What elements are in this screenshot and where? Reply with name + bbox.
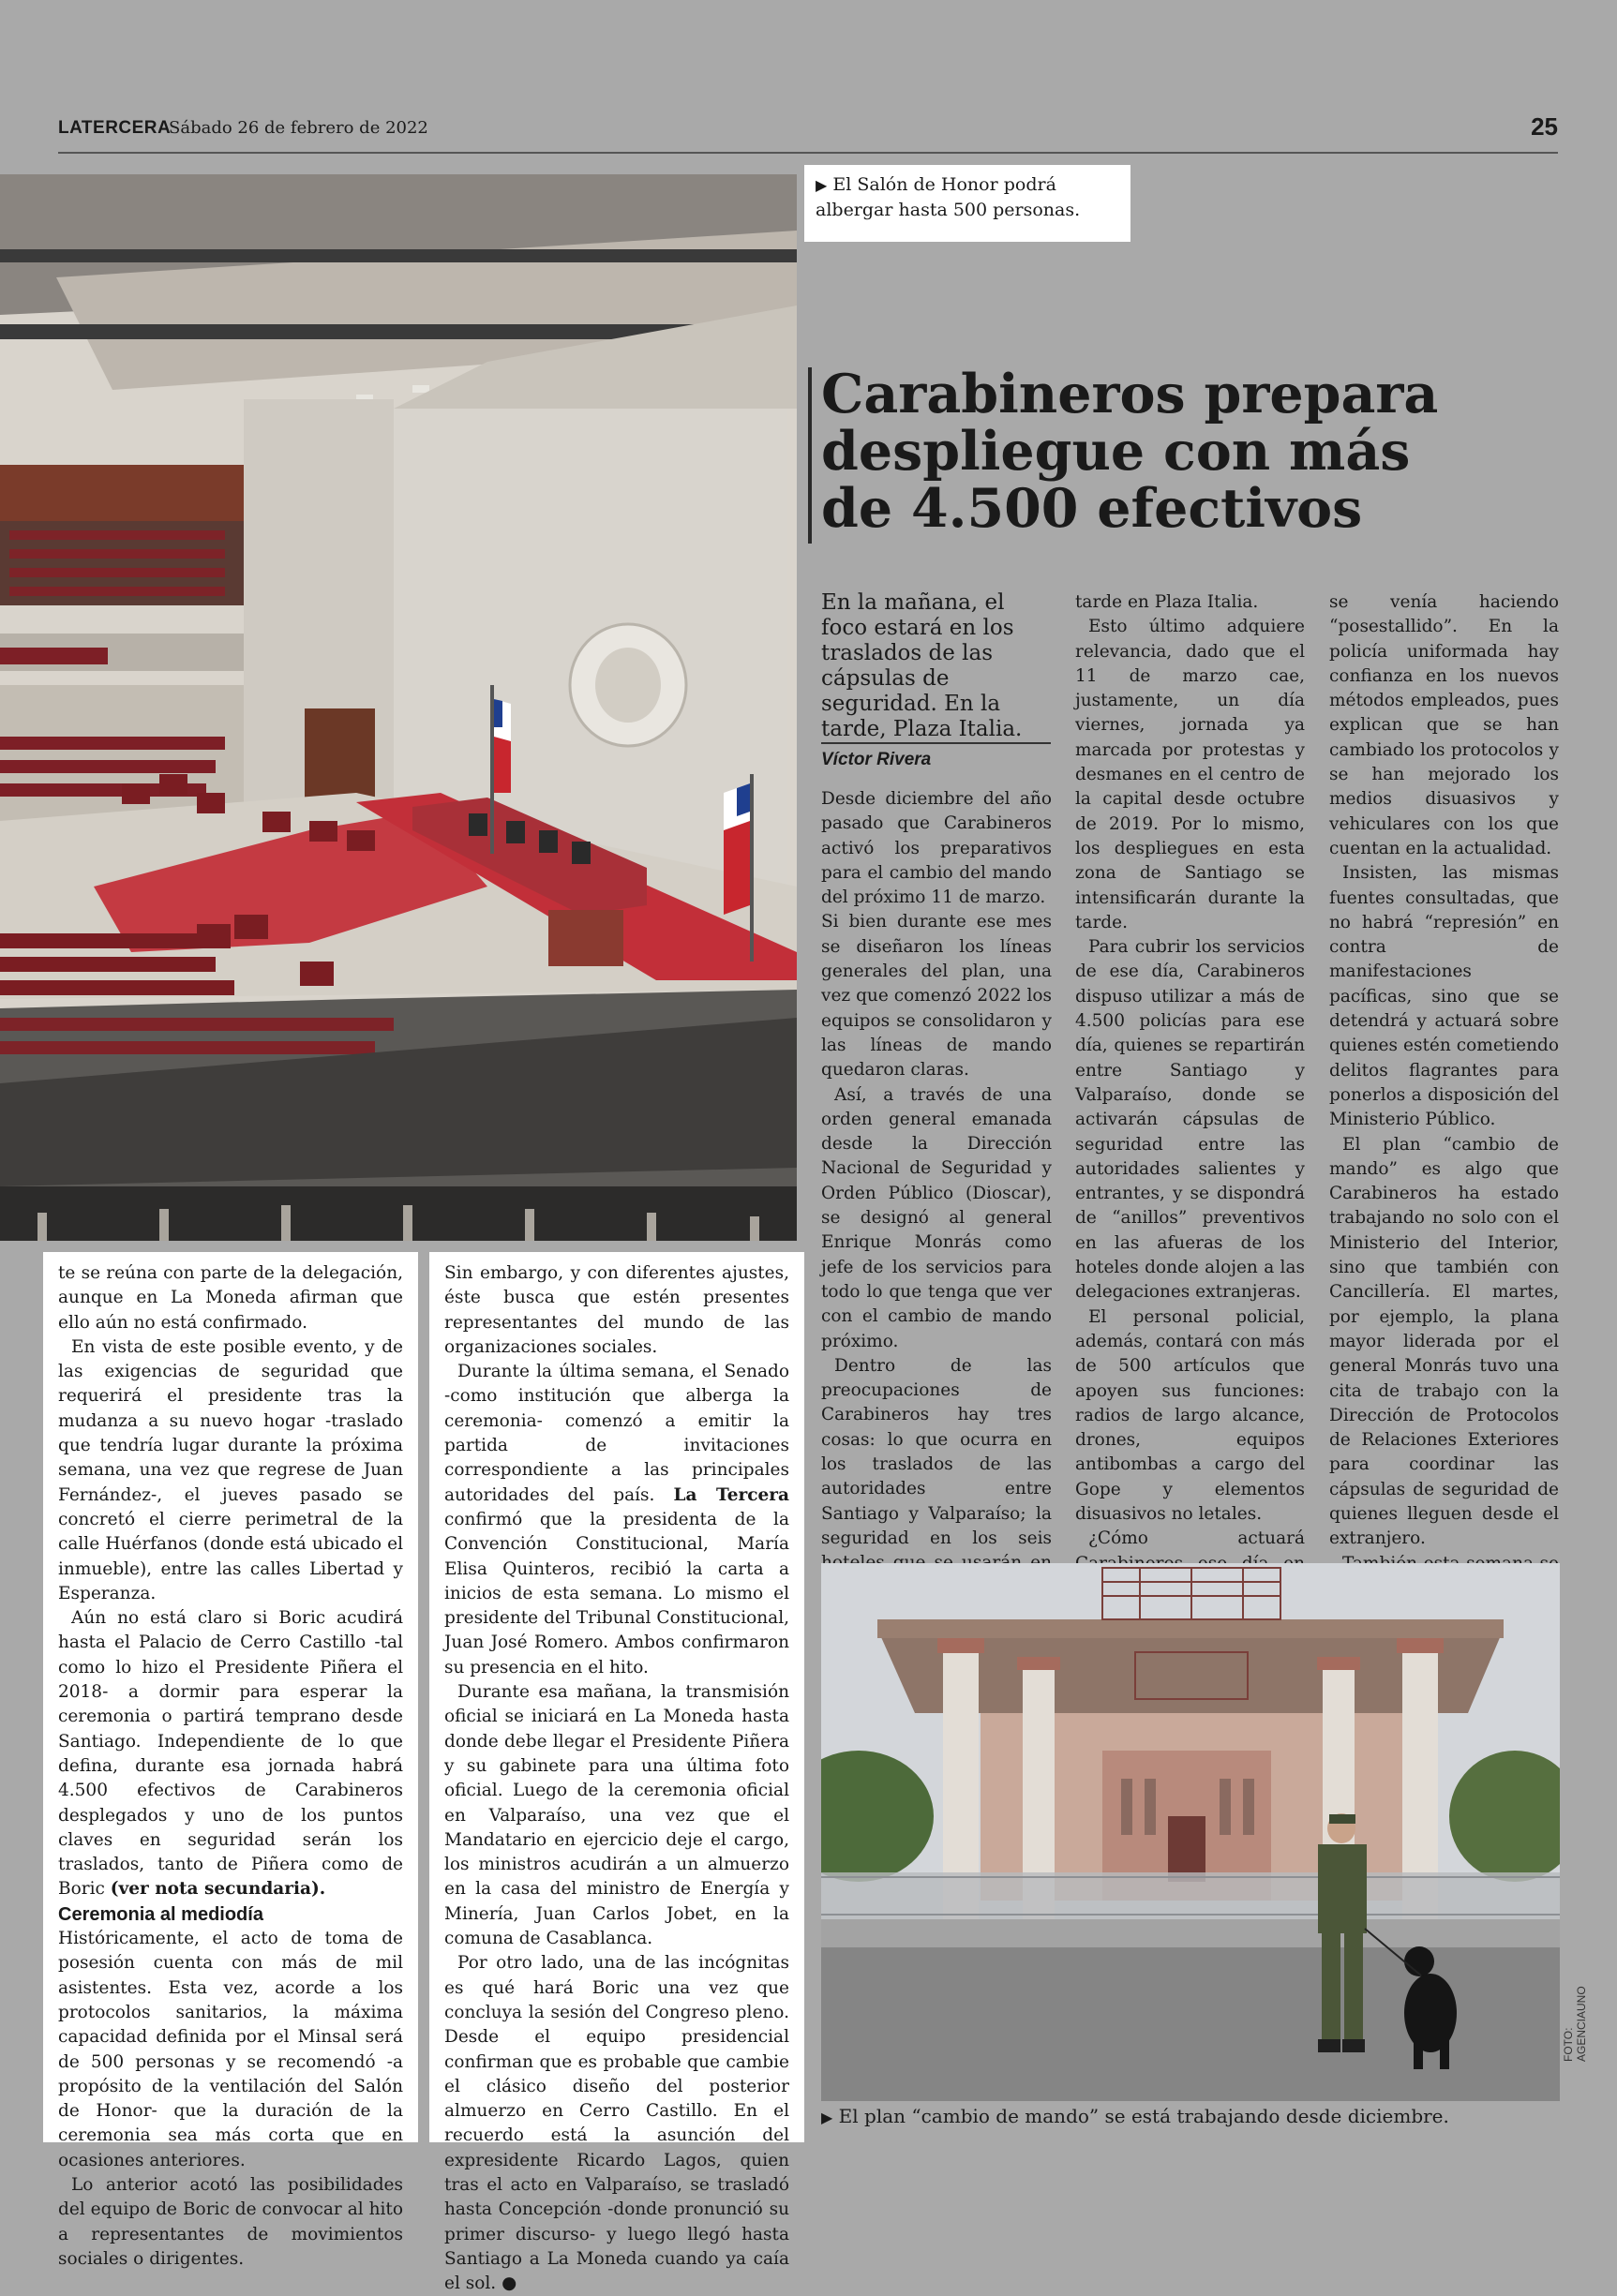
paragraph: En vista de este posible evento, y de las exigencias de seguridad que requerirá el presidente tras la mudanza a su nuevo hogar -traslado que tendría lugar durante la próxima semana, una vez que regrese de Juan Fernández-, el jueves pasado se concretó el cierre perimetral de la calle Huérfanos (donde está ubicado el inmueble), entre las calles Libertad y Esperanza. xyxy=(58,1336,403,1603)
left-article-box-1 xyxy=(43,1252,418,2269)
paragraph: Durante esa mañana, la transmisión oficial se iniciará en La Moneda hasta donde debe llegar el Presidente Piñera y su gabinete para una última foto oficial. Luego de la ceremonia oficial en Valparaíso, una vez que el Mandatario en ejercicio deje el cargo, los ministros acudirán a un almuerzo en la casa del ministro de Energía y Minería, Juan Carlos Jobet, en la comuna de Casablanca. xyxy=(444,1682,789,1949)
article-byline: Víctor Rivera xyxy=(821,742,1051,770)
subheading: Ceremonia al mediodía xyxy=(58,1903,263,1925)
congress-guard-photo xyxy=(821,1563,1560,2101)
paragraph: ¿Cómo actuará xyxy=(1088,1528,1305,1549)
headline-line: despliegue con más xyxy=(821,420,1411,483)
paragraph: Históricamente, el acto de toma de posesión cuenta con más de mil asistentes. Esta vez, acorde a los protocolos sanitarios, la máxima capacidad definida por el Minsal será de 500 personas y se recomendó -a propósito de la ventilación del Salón de Honor- que la duración de la ceremonia sea más corta que en ocasiones anteriores. xyxy=(58,1929,403,2170)
paragraph: Sin embargo, y con diferentes ajustes, éste busca que estén presentes representantes del mundo de las organizaciones sociales. xyxy=(444,1263,789,1357)
salon-de-honor-photo xyxy=(0,174,797,1241)
photo2-caption-text: El plan “cambio de mando” se está trabajando desde diciembre. xyxy=(838,2105,1449,2127)
paragraph: Insisten, las mismas fuentes consultadas, que no habrá “represión” en contra de manifestaciones pacíficas, sino que se detendrá y actuará sobre quienes estén cometiendo delitos flagrantes para ponerlos a disposición del Ministerio Público. xyxy=(1329,863,1559,1130)
article-headline xyxy=(821,363,1534,540)
headline-rule xyxy=(808,367,821,544)
headline-line: de 4.500 efectivos xyxy=(821,477,1363,540)
cross-reference: (ver nota secundaria). xyxy=(110,1879,326,1900)
article-column-2 xyxy=(1075,590,1305,1699)
paragraph: tarde en Plaza Italia. xyxy=(1075,592,1259,612)
paragraph: Así, a través de una orden general emanada desde la Dirección Nacional de Seguridad y Orden Público (Dioscar), se designó al general Enrique Monrás como jefe de los servicios para todo lo que tenga que ver con el cambio de mando próximo. xyxy=(821,1084,1052,1351)
headline-line: Carabineros prepara xyxy=(821,363,1439,425)
left-column-1 xyxy=(58,1261,403,2272)
newspaper-name: La Tercera xyxy=(673,1484,789,1505)
paragraph-text: Por otro lado, una de las incógnitas es qué hará Boric una vez que concluya la sesión del Congreso pleno. Desde el equipo presidencial confirman que es probable que cambie el clásico diseño del posterior almuerzo en Cerro Castillo. En el recuerdo está la asunción del expresidente Ricardo Lagos, quien tras el acto en Valparaíso, se trasladó hasta Concepción -donde pronunció su primer discurso- y luego llegó hasta Santiago a La Moneda cuando ya caía el sol. xyxy=(444,1953,789,2294)
paragraph: Para cubrir los servicios de ese día, Carabineros dispuso utilizar a más de 4.500 policías para ese día, quienes se repartirán entre Santiago y Valparaíso, donde se activarán cápsulas de seguridad entre las autoridades salientes y entrantes, y se dispondrá de “anillos” preventivos en las afueras de los hoteles donde alojen a las delegaciones extranjeras. xyxy=(1075,937,1305,1303)
paragraph: Esto último adquiere relevancia, dado que el 11 de marzo cae, justamente, un día viernes, jornada ya marcada por protestas y desmanes en el centro de la capital desde octubre de 2019. Por lo mismo, los despliegues en esta zona de Santiago se intensificarán durante la tarde. xyxy=(1075,617,1305,932)
paragraph: Lo anterior acotó las posibilidades del equipo de Boric de convocar al hito a representantes de movimientos sociales o dirigentes. xyxy=(58,2174,403,2269)
photo1-caption-text: El Salón de Honor podrá albergar hasta 500 personas. xyxy=(816,174,1081,220)
paragraph-text: confirmó que la presidenta de la Convención Constitucional, María Elisa Quinteros, recibió la carta a inicios de esta semana. Lo mismo el presidente del Tribunal Constitucional, Juan José Romero. Ambos confirmaron su presencia en el hito. xyxy=(444,1509,789,1677)
paragraph: te se reúna con parte de la delegación, aunque en La Moneda afirman que ello aún no está confirmado. xyxy=(58,1263,403,1333)
article-lead: En la mañana, el foco estará en los traslados de las cápsulas de seguridad. En la tarde, Plaza Italia. xyxy=(821,590,1023,741)
photo2-caption xyxy=(821,2105,1560,2127)
page-header xyxy=(58,111,1558,154)
paragraph: Desde diciembre del año pasado que Carabineros activó los preparativos para el cambio del mando del próximo 11 de marzo. xyxy=(821,789,1052,908)
photo-credit: FOTO: AGENCIAUNO xyxy=(1562,1986,1588,2062)
paragraph: se venía haciendo “posestallido”. En la policía uniformada hay confianza en los nuevos métodos empleados, pues explican que se han cambiado los protocolos y se han mejorado los medios disuasivos y vehiculares con los que cuentan en la actualidad. xyxy=(1329,592,1559,858)
paragraph: Si bien durante ese mes se diseñaron los líneas generales del plan, una vez que comenzó 2022 los equipos se consolidaron y las líneas de mando quedaron claras. xyxy=(821,912,1052,1081)
newspaper-brand: LATERCERA xyxy=(58,118,172,138)
photo1-caption xyxy=(804,165,1130,242)
paragraph-text: Aún no está claro si Boric acudirá hasta el Palacio de Cerro Castillo -tal como lo hizo el Presidente Piñera el 2018- a dormir para esperar la ceremonia o partirá temprano desde Santiago. Independiente de lo que defina, durante esa jornada habrá 4.500 efectivos de Carabineros desplegados y uno de los puntos claves en seguridad serán los traslados, tanto de Piñera como de Boric xyxy=(58,1608,403,1900)
left-article-box-2 xyxy=(429,1252,804,2294)
end-mark-icon: ● xyxy=(502,2274,517,2294)
issue-date: Sábado 26 de febrero de 2022 xyxy=(169,118,428,138)
paragraph xyxy=(444,1360,789,1680)
paragraph xyxy=(58,1606,403,1902)
paragraph xyxy=(444,1951,789,2296)
paragraph: El plan “cambio de mando” es algo que Carabineros ha estado trabajando no solo con el Ministerio del Interior, sino que también con Cancillería. El martes, por ejemplo, la plana mayor liderada por el general Monrás tuvo una cita de trabajo con la Dirección de Protocolos de Relaciones Exteriores para coordinar las cápsulas de seguridad de quienes lleguen desde el extranjero. xyxy=(1329,1134,1559,1549)
article-column-3 xyxy=(1329,590,1559,1675)
caption-arrow-icon: ▶ xyxy=(821,2109,833,2126)
left-column-2 xyxy=(444,1261,789,2296)
paragraph-text: Durante la última semana, el Senado -como institución que alberga la ceremonia- comenzó a emitir la partida de invitaciones correspondiente a las principales autoridades del país. xyxy=(444,1362,789,1505)
article-column-1 xyxy=(821,787,1052,1675)
paragraph: El personal policial, además, contará con más de 500 artículos que apoyen sus funciones: radios de largo alcance, drones, equipos antibombas a cargo del Gope y elementos disuasivos no letales. xyxy=(1075,1306,1305,1524)
caption-arrow-icon: ▶ xyxy=(816,176,828,194)
paragraph: Dentro de las preocupaciones de Carabineros hay tres cosas: lo que ocurra en los traslados de las autoridades entre Santiago y Valparaíso; la seguridad en los seis xyxy=(821,1355,1052,1548)
page-number: 25 xyxy=(1531,112,1558,141)
